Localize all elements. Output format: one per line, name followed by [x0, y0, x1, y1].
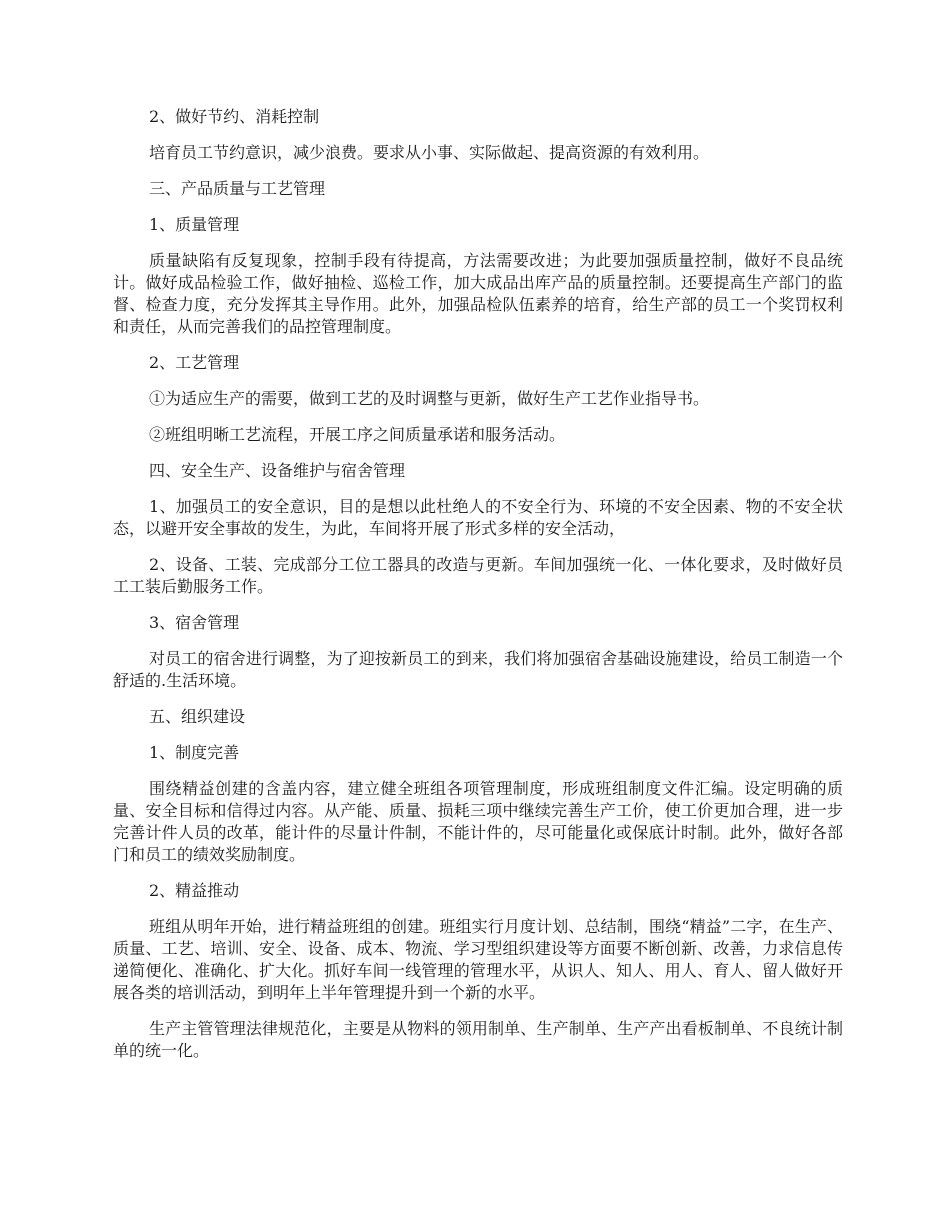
paragraph: ①为适应生产的需要，做到工艺的及时调整与更新，做好生产工艺作业指导书。 — [149, 389, 710, 408]
paragraph-heading: 3、宿舍管理 — [149, 613, 240, 632]
paragraph-heading: 2、做好节约、消耗控制 — [149, 107, 320, 126]
paragraph-heading: 1、质量管理 — [149, 215, 240, 234]
paragraph: ②班组明晰工艺流程，开展工序之间质量承诺和服务活动。 — [149, 425, 566, 444]
paragraph: 对员工的宿舍进行调整，为了迎按新员工的到来，我们将加强宿舍基础设施建设，给员工制造一个舒适的.生活环境。 — [113, 649, 843, 690]
section-heading: 五、组织建设 — [149, 707, 246, 726]
paragraph: 班组从明年开始，进行精益班组的创建。班组实行月度计划、总结制，围绕“精益”二字，在生产、质量、工艺、培训、安全、设备、成本、物流、学习型组织建设等方面要不断创新、改善，力求信息传递简便化、准确化、扩大化。抓好车间一线管理的管理水平，从识人、知人、用人、育人、留人做好开展各类的培训活动，到明年上半年管理提升到一个新的水平。 — [113, 917, 843, 1002]
paragraph-heading: 2、工艺管理 — [149, 353, 240, 372]
document-page — [113, 106, 843, 1076]
paragraph-heading: 1、制度完善 — [149, 743, 240, 762]
paragraph: 围绕精益创建的含盖内容，建立健全班组各项管理制度，形成班组制度文件汇编。设定明确的质量、安全目标和信得过内容。从产能、质量、损耗三项中继续完善生产工价，使工价更加合理，进一步完善计件人员的改革，能计件的尽量计件制，不能计件的，尽可能量化或保底计时制。此外，做好各部门和员工的绩效奖励制度。 — [113, 779, 843, 864]
paragraph: 质量缺陷有反复现象，控制手段有待提高，方法需要改进；为此要加强质量控制，做好不良品统计。做好成品检验工作，做好抽检、巡检工作，加大成品出库产品的质量控制。还要提高生产部门的监督、检查力度，充分发挥其主导作用。此外，加强品检队伍素养的培育，给生产部的员工一个奖罚权利和责任，从而完善我们的品控管理制度。 — [113, 251, 843, 336]
paragraph: 1、加强员工的安全意识，目的是想以此杜绝人的不安全行为、环境的不安全因素、物的不安全状态，以避开安全事故的发生，为此，车间将开展了形式多样的安全活动， — [113, 497, 843, 538]
paragraph: 2、设备、工装、完成部分工位工器具的改造与更新。车间加强统一化、一体化要求，及时做好员工工装后勤服务工作。 — [113, 555, 843, 596]
section-heading: 四、安全生产、设备维护与宿舍管理 — [149, 461, 406, 480]
section-heading: 三、产品质量与工艺管理 — [149, 179, 326, 198]
paragraph-heading: 2、精益推动 — [149, 881, 240, 900]
paragraph: 培育员工节约意识，减少浪费。要求从小事、实际做起、提高资源的有效利用。 — [149, 143, 710, 162]
paragraph: 生产主管管理法律规范化，主要是从物料的领用制单、生产制单、生产产出看板制单、不良统计制单的统一化。 — [113, 1019, 843, 1060]
